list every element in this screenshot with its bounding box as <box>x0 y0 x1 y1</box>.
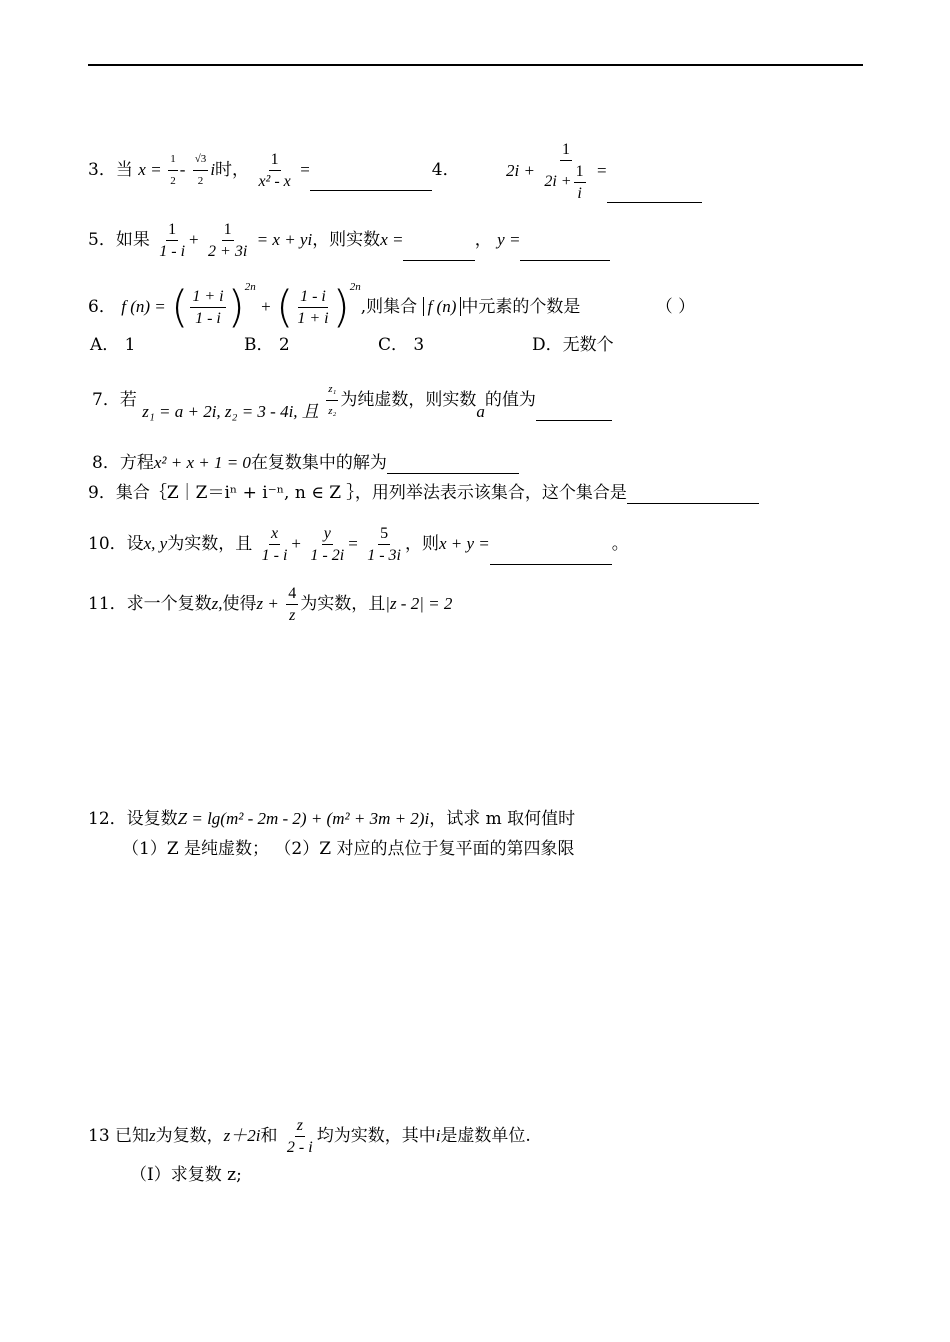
question-6: 6． f (n) = ( $\frac{1 + i}{1 - i}$ )$^{2n}$ + ( $\frac{1 - i}{1 + i}$ )$^{2n}$,则集合 f (n) 中元素的个数是 （ ） <box>88 281 696 333</box>
question-10: 10．设x, y为实数，且 $\frac{x}{1 - i}$ + $\frac{y}{1 - 2i}$ = $\frac{5}{1 - 3i}$ ，则x + y = 。 <box>88 525 629 564</box>
question-4-label: 4． <box>431 160 460 180</box>
answer-blank <box>520 242 610 261</box>
answer-blank <box>536 402 612 421</box>
question-13-part-1: （Ⅰ）求复数 z; <box>130 1165 242 1185</box>
question-6-options <box>90 334 614 356</box>
question-9: 9．集合｛Z｜Z＝iⁿ + i⁻ⁿ, n ∈ Z ｝，用列举法表示该集合，这个集合是 <box>88 482 759 504</box>
option-c: C． 3 <box>378 335 425 355</box>
option-d: D．无数个 <box>532 335 614 355</box>
answer-blank <box>607 184 702 203</box>
answer-blank <box>490 546 612 565</box>
question-11: 11．求一个复数z,使得z + $\frac{4}{z}$ 为实数，且|z - 2| = 2 <box>88 585 453 624</box>
question-12-parts: （1）Z 是纯虚数； （2）Z 对应的点位于复平面的第四象限 <box>122 839 575 859</box>
question-12: 12．设复数Z = lg(m² - 2m - 2) + (m² + 3m + 2)i，试求 m 取何值时 <box>88 809 576 829</box>
answer-blank <box>403 242 475 261</box>
answer-blank <box>310 172 432 191</box>
question-13: 13 已知z为复数，z＋2i和 $\frac{z}{2 - i}$ 均为实数，其中i是虚数单位. <box>88 1117 531 1156</box>
question-5: 5．如果 $\frac{1}{1 - i}$ + $\frac{1}{2 + 3i}$ = x + yi，则实数x = ， y = <box>88 220 610 261</box>
question-8: 8．方程x² + x + 1 = 0在复数集中的解为 <box>92 452 519 474</box>
header-rule <box>88 64 863 66</box>
option-a: A． 1 <box>90 335 136 355</box>
question-4: 2i + 1 2i + $\frac{1}{i}$ = <box>506 140 702 203</box>
question-3: 3．当 x = $\frac{1}{2}$ - $\frac{√3}{2}$ i时， $\frac{1}{\text{x² - x}}$ = 4． <box>88 151 460 190</box>
answer-blank <box>627 485 759 504</box>
answer-blank <box>387 455 519 474</box>
question-7: 7．若 z₁ = a + 2i, z₂ = 3 - 4i, 且 $\frac{\text{z₁}}{\text{z₂}}$ 为纯虚数，则实数a的值为 <box>92 380 612 421</box>
option-b: B． 2 <box>244 335 290 355</box>
